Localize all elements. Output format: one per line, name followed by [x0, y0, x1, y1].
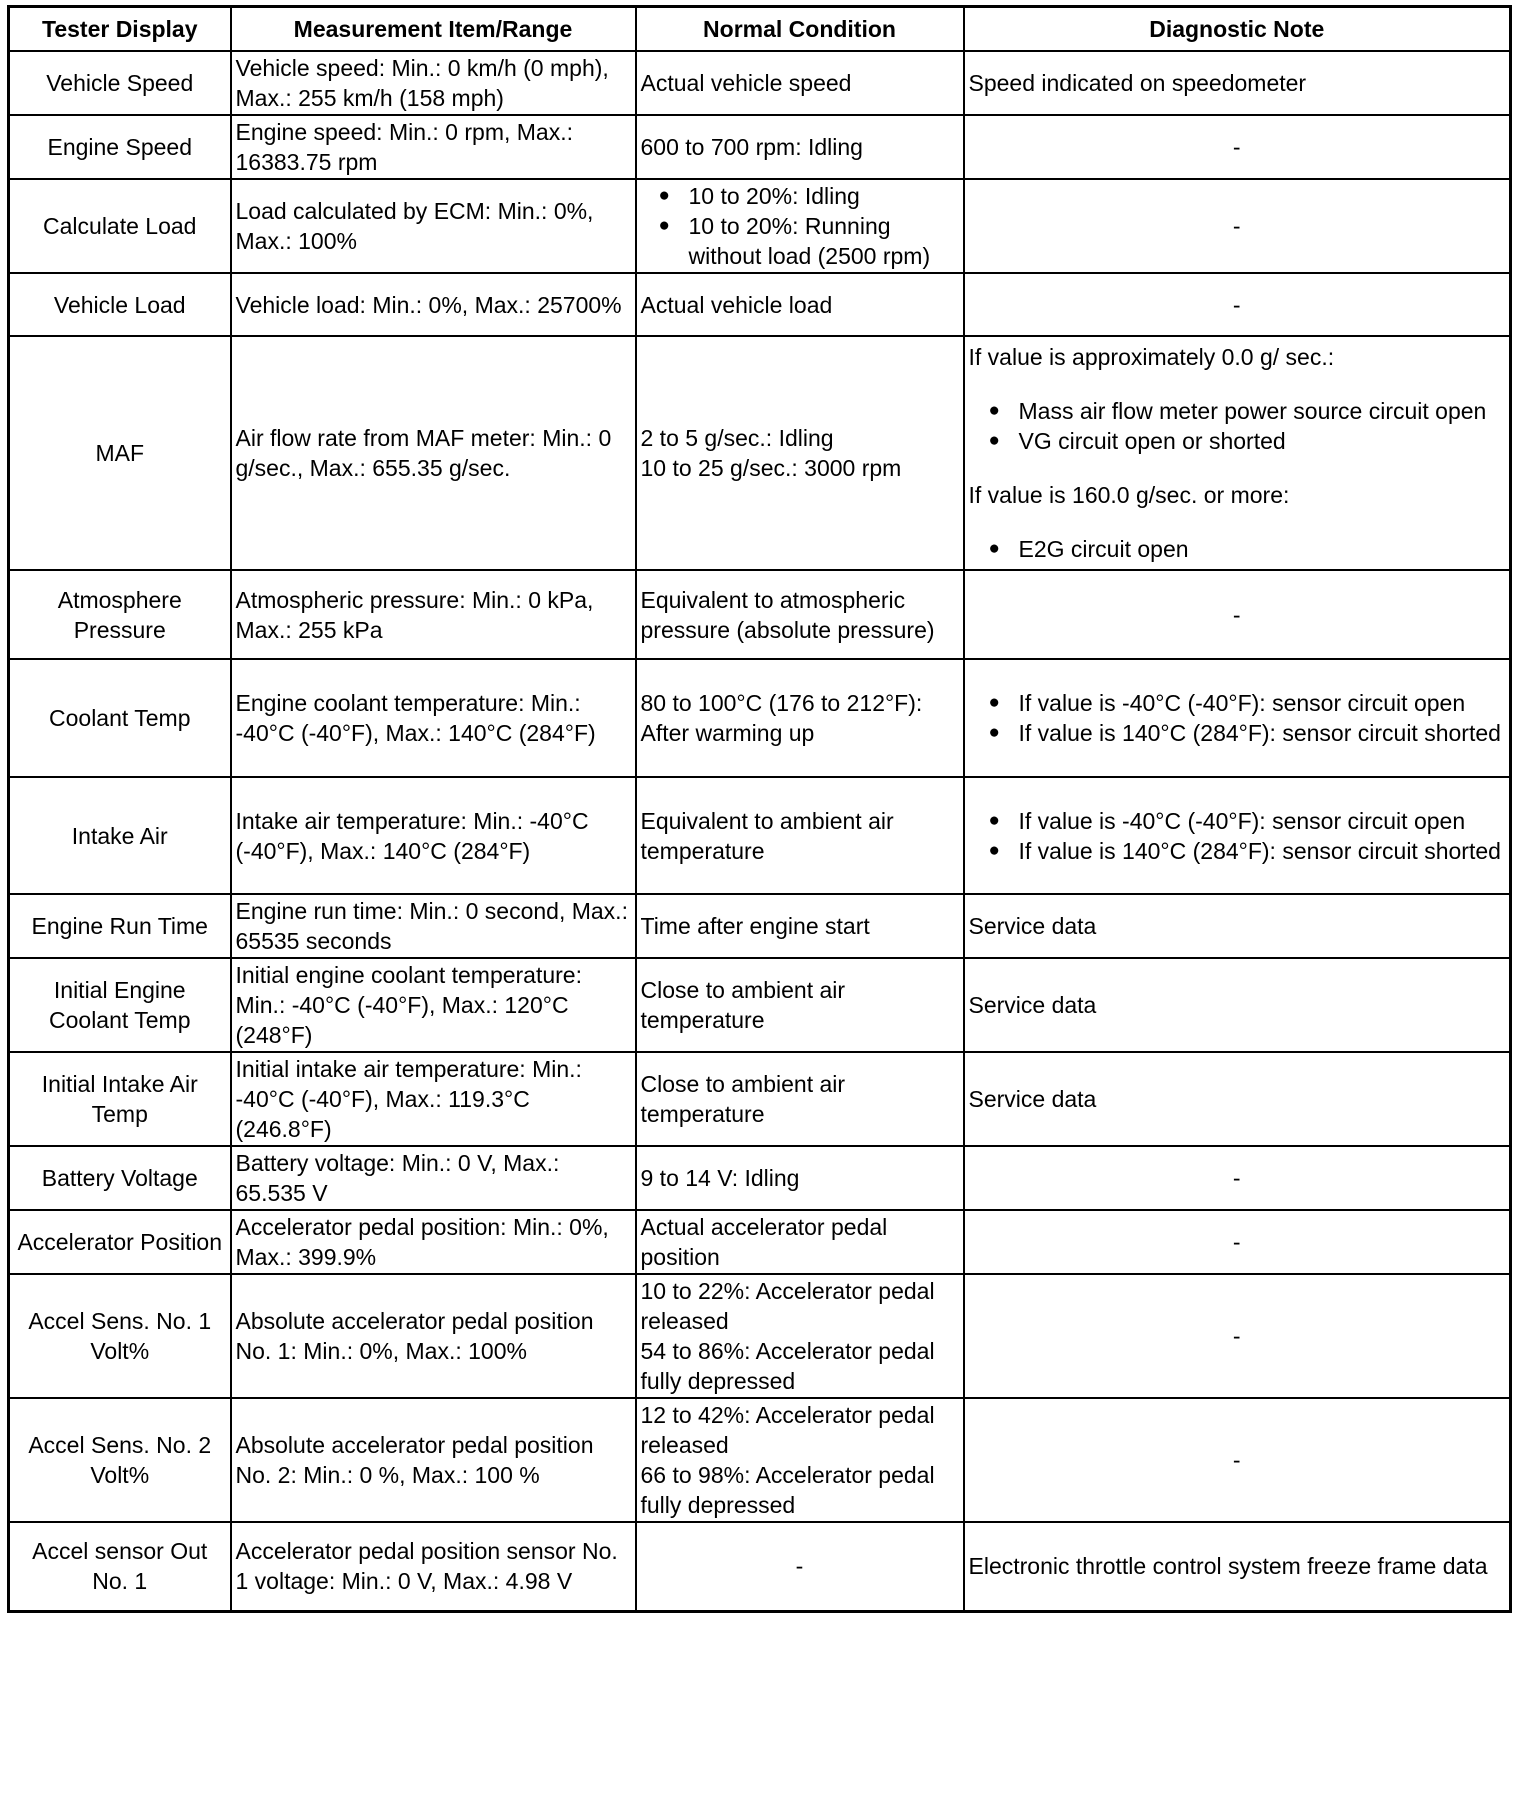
- range-cell: Battery voltage: Min.: 0 V, Max.: 65.535 V: [231, 1146, 636, 1210]
- note-intro: If value is approximately 0.0 g/ sec.:: [968, 344, 1335, 370]
- list-item: ● If value is 140°C (284°F): sensor circuit shorted: [969, 836, 1506, 866]
- normal-condition-cell: [636, 179, 964, 273]
- normal-condition-cell: [636, 1398, 964, 1522]
- normal-condition-cell: -: [636, 1522, 964, 1611]
- tester-display-cell: Vehicle Load: [9, 273, 231, 336]
- list-item: ● E2G circuit open: [969, 534, 1506, 564]
- range-cell: Engine speed: Min.: 0 rpm, Max.: 16383.75 rpm: [231, 115, 636, 179]
- normal-line: 66 to 98%: Accelerator pedal fully depressed: [640, 1462, 935, 1518]
- diagnostic-note-cell: -: [964, 1274, 1511, 1398]
- normal-condition-list: [641, 181, 959, 271]
- diagnostic-note-cell: [964, 659, 1511, 777]
- diagnostic-note-cell: [964, 336, 1511, 570]
- normal-condition-cell: 80 to 100°C (176 to 212°F): After warming up: [636, 659, 964, 777]
- range-cell: Accelerator pedal position: Min.: 0%, Max.: 399.9%: [231, 1210, 636, 1274]
- range-cell: Absolute accelerator pedal position No. 2: Min.: 0 %, Max.: 100 %: [231, 1398, 636, 1522]
- tester-display-cell: Accel Sens. No. 1 Volt%: [9, 1274, 231, 1398]
- diagnostic-note-cell: [964, 777, 1511, 894]
- normal-line: 10 to 25 g/sec.: 3000 rpm: [640, 455, 902, 481]
- normal-condition-cell: Actual accelerator pedal position: [636, 1210, 964, 1274]
- range-cell: Air flow rate from MAF meter: Min.: 0 g/sec., Max.: 655.35 g/sec.: [231, 336, 636, 570]
- table-row: [9, 273, 1511, 336]
- normal-line: 2 to 5 g/sec.: Idling: [640, 425, 834, 451]
- header-tester-display: Tester Display: [9, 7, 231, 52]
- table-row: [9, 336, 1511, 570]
- table-row: [9, 958, 1511, 1052]
- table-row: [9, 777, 1511, 894]
- normal-line: 54 to 86%: Accelerator pedal fully depressed: [640, 1338, 935, 1394]
- normal-condition-cell: [636, 1274, 964, 1398]
- range-cell: Accelerator pedal position sensor No. 1 voltage: Min.: 0 V, Max.: 4.98 V: [231, 1522, 636, 1611]
- range-cell: Atmospheric pressure: Min.: 0 kPa, Max.: 255 kPa: [231, 570, 636, 659]
- tester-display-cell: Battery Voltage: [9, 1146, 231, 1210]
- diagnostic-note-cell: -: [964, 179, 1511, 273]
- list-item: ● 10 to 20%: Idling: [641, 181, 959, 211]
- tester-display-cell: Engine Run Time: [9, 894, 231, 958]
- normal-condition-cell: Equivalent to atmospheric pressure (absolute pressure): [636, 570, 964, 659]
- diagnostic-note-cell: -: [964, 115, 1511, 179]
- diagnostic-note-cell: Electronic throttle control system freeze frame data: [964, 1522, 1511, 1611]
- tester-display-cell: Engine Speed: [9, 115, 231, 179]
- tester-display-cell: Initial Intake Air Temp: [9, 1052, 231, 1146]
- tester-display-cell: Coolant Temp: [9, 659, 231, 777]
- range-cell: Absolute accelerator pedal position No. 1: Min.: 0%, Max.: 100%: [231, 1274, 636, 1398]
- note-intro: If value is 160.0 g/sec. or more:: [968, 482, 1290, 508]
- header-normal-condition: Normal Condition: [636, 7, 964, 52]
- range-cell: Vehicle speed: Min.: 0 km/h (0 mph), Max.: 255 km/h (158 mph): [231, 51, 636, 115]
- normal-line: 10 to 22%: Accelerator pedal released: [640, 1278, 935, 1334]
- diagnostic-note-cell: Speed indicated on speedometer: [964, 51, 1511, 115]
- normal-condition-cell: [636, 336, 964, 570]
- normal-condition-cell: Close to ambient air temperature: [636, 1052, 964, 1146]
- header-row: [9, 7, 1511, 52]
- tester-display-cell: Accel Sens. No. 2 Volt%: [9, 1398, 231, 1522]
- tester-display-cell: Calculate Load: [9, 179, 231, 273]
- diagnostic-note-cell: -: [964, 273, 1511, 336]
- note-list: [969, 806, 1506, 866]
- table-row: [9, 1274, 1511, 1398]
- header-diagnostic-note: Diagnostic Note: [964, 7, 1511, 52]
- normal-condition-cell: Time after engine start: [636, 894, 964, 958]
- tester-display-cell: MAF: [9, 336, 231, 570]
- diagnostic-note-cell: Service data: [964, 1052, 1511, 1146]
- range-cell: Initial intake air temperature: Min.: -40°C (-40°F), Max.: 119.3°C (246.8°F): [231, 1052, 636, 1146]
- normal-condition-cell: 600 to 700 rpm: Idling: [636, 115, 964, 179]
- list-item: ● VG circuit open or shorted: [969, 426, 1506, 456]
- list-item: ● Mass air flow meter power source circuit open: [969, 396, 1506, 426]
- note-list: [969, 688, 1506, 748]
- table-row: [9, 1398, 1511, 1522]
- normal-condition-cell: Actual vehicle load: [636, 273, 964, 336]
- range-cell: Engine coolant temperature: Min.: -40°C (-40°F), Max.: 140°C (284°F): [231, 659, 636, 777]
- table-row: [9, 51, 1511, 115]
- normal-line: 12 to 42%: Accelerator pedal released: [640, 1402, 935, 1458]
- tester-display-cell: Intake Air: [9, 777, 231, 894]
- note-list: [969, 534, 1506, 564]
- range-cell: Load calculated by ECM: Min.: 0%, Max.: 100%: [231, 179, 636, 273]
- range-cell: Vehicle load: Min.: 0%, Max.: 25700%: [231, 273, 636, 336]
- table-row: [9, 894, 1511, 958]
- list-item: ● 10 to 20%: Running without load (2500 rpm): [641, 211, 959, 271]
- table-row: [9, 1522, 1511, 1611]
- tester-display-cell: Accelerator Position: [9, 1210, 231, 1274]
- diagnostic-note-cell: -: [964, 1398, 1511, 1522]
- table-row: [9, 115, 1511, 179]
- tester-display-cell: Initial Engine Coolant Temp: [9, 958, 231, 1052]
- normal-condition-cell: 9 to 14 V: Idling: [636, 1146, 964, 1210]
- note-list: [969, 396, 1506, 456]
- list-item: ● If value is -40°C (-40°F): sensor circuit open: [969, 806, 1506, 836]
- table-row: [9, 1146, 1511, 1210]
- diagnostic-note-cell: -: [964, 1210, 1511, 1274]
- table-row: [9, 570, 1511, 659]
- table-row: [9, 659, 1511, 777]
- diagnostic-note-cell: Service data: [964, 894, 1511, 958]
- table-wrapper: [7, 5, 1512, 1613]
- range-cell: Initial engine coolant temperature: Min.: -40°C (-40°F), Max.: 120°C (248°F): [231, 958, 636, 1052]
- tester-display-cell: Vehicle Speed: [9, 51, 231, 115]
- normal-condition-cell: Close to ambient air temperature: [636, 958, 964, 1052]
- header-measurement-range: Measurement Item/Range: [231, 7, 636, 52]
- table-row: [9, 1210, 1511, 1274]
- normal-condition-cell: Equivalent to ambient air temperature: [636, 777, 964, 894]
- list-item: ● If value is 140°C (284°F): sensor circuit shorted: [969, 718, 1506, 748]
- tester-display-cell: Accel sensor Out No. 1: [9, 1522, 231, 1611]
- range-cell: Intake air temperature: Min.: -40°C (-40°F), Max.: 140°C (284°F): [231, 777, 636, 894]
- data-list-table: [7, 5, 1512, 1613]
- tester-display-cell: Atmosphere Pressure: [9, 570, 231, 659]
- diagnostic-note-cell: -: [964, 570, 1511, 659]
- normal-condition-cell: Actual vehicle speed: [636, 51, 964, 115]
- diagnostic-note-cell: -: [964, 1146, 1511, 1210]
- table-row: [9, 1052, 1511, 1146]
- list-item: ● If value is -40°C (-40°F): sensor circuit open: [969, 688, 1506, 718]
- table-row: [9, 179, 1511, 273]
- range-cell: Engine run time: Min.: 0 second, Max.: 65535 seconds: [231, 894, 636, 958]
- diagnostic-note-cell: Service data: [964, 958, 1511, 1052]
